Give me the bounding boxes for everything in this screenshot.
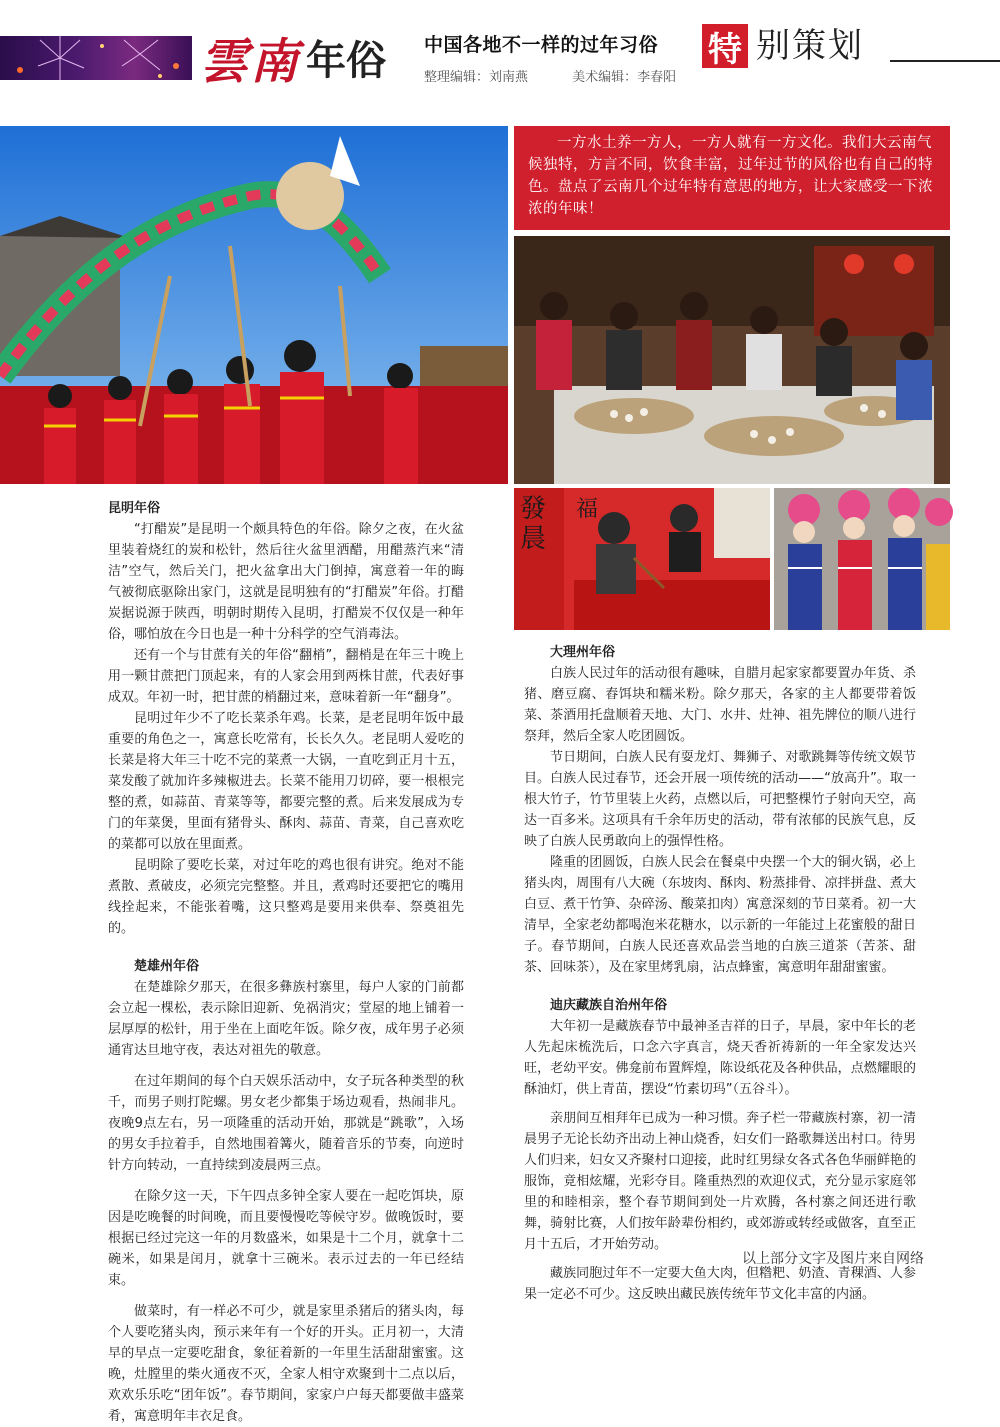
calligraphy-char-2: 晨	[520, 524, 547, 554]
calligraphy-char-1: 發	[520, 494, 547, 524]
header-fireworks-banner	[0, 36, 192, 80]
section-kunming	[108, 498, 464, 939]
subtitle: 中国各地不一样的过年习俗	[424, 34, 659, 56]
paragraph: 在楚雄除夕那天，在很多彝族村寨里，每户人家的门前都会立起一棵松，表示除旧迎新、免祸消灾；堂屋的地上铺着一层厚厚的松针，用于坐在上面吃年饭。除夕夜，成年男子必须通宵达旦地守夜，表达对祖先的敬意。	[108, 980, 464, 1058]
section-title: 大理州年俗	[550, 645, 616, 660]
calligraphy-photo	[514, 488, 770, 630]
editor-credits	[424, 66, 716, 85]
editor-name: 整理编辑：刘南燕	[424, 70, 529, 85]
title-nian-su: 年俗	[306, 37, 387, 84]
section-chuxiong	[108, 956, 464, 1427]
paragraph: 隆重的团圆饭，白族人民会在餐桌中央摆一个大的铜火锅，必上猪头肉，周围有八大碗（东坡肉、酥肉、粉蒸排骨、凉拌拼盘、煮大白豆、煮干竹笋、杂碎汤、酸菜扣肉）寓意深刻的节日菜肴。初一大清早，全家老幼都喝泡米花糖水，以示新的一年能过上花蜜般的甜日子。春节期间，白族人民还喜欢品尝当地的白族三道茶（苦茶、甜茶、回味茶），及在家里烤乳扇，沾点蜂蜜，寓意明年甜甜蜜蜜。	[524, 855, 916, 975]
page-title	[200, 22, 386, 92]
paragraph: 节日期间，白族人民有耍龙灯、舞狮子、对歌跳舞等传统文娱节目。白族人民过春节，还会开展一项传统的活动——“放高升”。取一根大竹子，竹节里装上火药，点燃以后，可把整棵竹子射向天空，高达一百多米。这项具有千余年历史的活动，带有浓郁的民族气息，反映了白族人民勇敢向上的强悍性格。	[524, 750, 916, 849]
art-editor-name: 美术编辑：李春阳	[572, 70, 677, 85]
header-rule	[890, 60, 1000, 62]
paragraph: 在过年期间的每个白天娱乐活动中，女子玩各种类型的秋千，而男子则打陀螺。男女老少都集于场边观看，热闹非凡。夜晚9点左右，另一项隆重的活动开始，那就是“跳歌”，入场的男女手拉着手，自然地围着篝火，随着音乐的节奏，向逆时针方向转动，一直持续到凌晨两三点。	[108, 1074, 464, 1173]
calligraphy-char-3: 福	[576, 497, 599, 522]
section-title: 迪庆藏族自治州年俗	[550, 998, 668, 1013]
special-badge: 特	[702, 24, 748, 68]
special-label: 别策划	[756, 26, 864, 66]
paragraph: 白族人民过年的活动很有趣味，自腊月起家家都要置办年货、杀猪、磨豆腐、舂饵块和糯米粉。除夕那天，各家的主人都要带着饭菜、茶酒用托盘顺着天地、大门、水井、灶神、祖先牌位的顺八进行祭拜，然后全家人吃团圆饭。	[524, 666, 916, 744]
dumpling-making-photo	[514, 236, 950, 484]
dragon-dance-photo	[0, 126, 508, 484]
calligraphy-characters	[520, 494, 546, 554]
title-yunnan: 雲南	[200, 33, 301, 90]
right-column	[524, 642, 916, 1305]
paragraph: 亲朋间互相拜年已成为一种习惯。奔子栏一带藏族村寨，初一清晨男子无论长幼齐出动上神山烧香，妇女们一路歌舞送出村口。待男人们归来，妇女又齐聚村口迎接，此时红男绿女各式各色华丽鲜艳的服饰，竟相炫耀，光彩夺目。隆重热烈的欢迎仪式，充分显示家庭邻里的和睦相亲，整个春节期间到处一片欢腾，各村寨之间还进行歌舞，骑射比赛，人们按年龄辈份相约，或郊游或转经或做客，直至正月十五后，才开始劳动。	[524, 1111, 916, 1252]
section-dali	[524, 642, 916, 978]
section-title: 楚雄州年俗	[134, 959, 200, 974]
ethnic-costume-photo	[774, 488, 950, 630]
paragraph: 做菜时，有一样必不可少，就是家里杀猪后的猪头肉，每个人要吃猪头肉，预示来年有一个好的开头。正月初一，大清早的早点一定要吃甜食，象征着新的一年里生活甜甜蜜蜜。这晚，灶膛里的柴火通夜不灭，全家人相守欢聚到十二点以后，欢欢乐乐吃“团年饭”。春节期间，家家户户每天都要做丰盛菜肴，寓意明年丰衣足食。	[108, 1304, 464, 1424]
paragraph: 在除夕这一天，下午四点多钟全家人要在一起吃饵块，原因是吃晚餐的时间晚，而且要慢慢吃等候守岁。做晚饭时，要根据已经过完这一年的月数盛米，如果是十二个月，就拿十二碗米，如果是闰月，就拿十三碗米。表示过去的一年已经结束。	[108, 1189, 464, 1288]
paragraph: 大年初一是藏族春节中最神圣吉祥的日子，早晨，家中年长的老人先起床梳洗后，口念六字真言，烧天香祈祷新的一年全家发达兴旺，老幼平安。佛龛前布置辉煌，陈设纸花及各种供品，点燃耀眼的酥油灯，供上青苗，摆设“竹素切玛”（五谷斗）。	[524, 1019, 916, 1097]
left-column	[108, 498, 464, 1427]
paragraph: 昆明过年少不了吃长菜杀年鸡。长菜，是老昆明年饭中最重要的角色之一，寓意长吃常有，长长久久。老昆明人爱吃的长菜是将大年三十吃不完的菜煮一大锅，一直吃到正月十五，菜发酸了就加许多辣椒进去。长菜不能用刀切碎，要一根根完整的煮，如蒜苗、青菜等等，都要完整的煮。后来发展成为专门的年菜煲，里面有猪骨头、酥肉、蒜苗、青菜，自己喜欢吃的菜都可以放在里面煮。	[108, 711, 464, 852]
paragraph: 昆明除了要吃长菜，对过年吃的鸡也很有讲究。绝对不能煮散、煮破皮，必须完完整整。并且，煮鸡时还要把它的嘴用线拴起来，不能张着嘴，这只整鸡是要用来供奉、祭奠祖先的。	[108, 858, 464, 936]
section-title: 昆明年俗	[108, 501, 161, 516]
paragraph: “打醋炭”是昆明一个颇具特色的年俗。除夕之夜，在火盆里装着烧红的炭和松针，然后往火盆里洒醋，用醋蒸汽来“清洁”空气，然后关门，把火盆拿出大门倒掉，寓意着一年的晦气被彻底驱除出家门，这就是昆明独有的“打醋炭”年俗。打醋炭据说源于陕西，明朝时期传入昆明，打醋炭不仅仅是一种年俗，哪怕放在今日也是一种十分科学的空气消毒法。	[108, 522, 464, 642]
intro-box: 一方水土养一方人，一方人就有一方文化。我们大云南气候独特，方言不同，饮食丰富，过年过节的风俗也有自己的特色。盘点了云南几个过年特有意思的地方，让大家感受一下浓浓的年味！	[514, 126, 950, 230]
paragraph: 藏族同胞过年不一定要大鱼大肉，但糌粑、奶渣、青稞酒、人参果一定必不可少。这反映出藏民族传统年节文化丰富的内涵。	[524, 1266, 916, 1302]
source-footnote: 以上部分文字及图片来自网络	[742, 1251, 924, 1267]
paragraph: 还有一个与甘蔗有关的年俗“翻梢”，翻梢是在年三十晚上用一颗甘蔗把门顶起来，有的人家会用到两株甘蔗，代表好事成双。年初一时，把甘蔗的梢翻过来，意味着新一年“翻身”。	[108, 648, 464, 705]
